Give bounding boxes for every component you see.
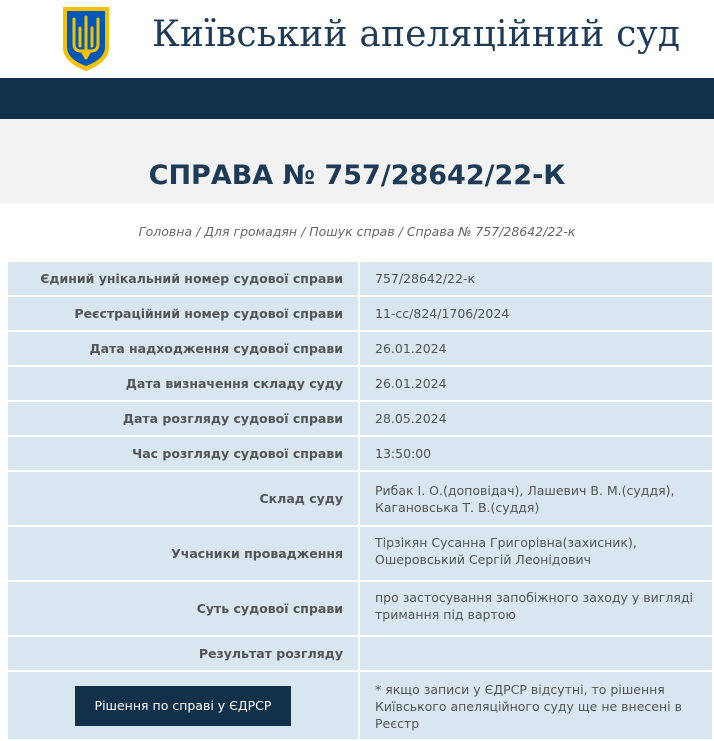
table-row bbox=[8, 332, 712, 367]
row-label: Склад суду bbox=[8, 472, 360, 525]
row-value-line: тримання під вартою bbox=[375, 607, 516, 622]
row-value bbox=[360, 472, 712, 525]
row-value-line: Тірзікян Сусанна Григорівна(захисник), bbox=[375, 535, 637, 550]
row-value-line: про застосування запобіжного заходу у вигляді bbox=[375, 590, 693, 605]
table-row bbox=[8, 472, 712, 527]
button-cell bbox=[8, 672, 360, 739]
row-label: Результат розгляду bbox=[8, 637, 360, 670]
row-value-line: Кагановська Т. В.(суддя) bbox=[375, 499, 540, 515]
row-value-line: Рибак І. О.(доповідач), Лашевич В. М.(суддя), bbox=[375, 482, 675, 498]
table-row bbox=[8, 437, 712, 472]
table-row bbox=[8, 367, 712, 402]
row-label: Єдиний унікальний номер судової справи bbox=[8, 262, 360, 295]
main-navbar bbox=[0, 78, 714, 119]
table-row bbox=[8, 402, 712, 437]
row-label: Дата надходження судової справи bbox=[8, 332, 360, 365]
row-label: Суть судової справи bbox=[8, 582, 360, 635]
table-row bbox=[8, 672, 712, 739]
row-value: 28.05.2024 bbox=[375, 411, 447, 426]
table-row bbox=[8, 297, 712, 332]
row-label: Дата визначення складу суду bbox=[8, 367, 360, 400]
table-row bbox=[8, 637, 712, 672]
table-row bbox=[8, 262, 712, 297]
row-value: 757/28642/22-к bbox=[375, 271, 476, 286]
row-value-line: Ошеровський Сергій Леонідович bbox=[375, 552, 591, 567]
site-title[interactable]: Київський апеляційний суд bbox=[152, 14, 681, 55]
table-row bbox=[8, 527, 712, 582]
row-value: 11-сс/824/1706/2024 bbox=[375, 306, 510, 321]
edrs-note bbox=[360, 672, 712, 739]
row-value bbox=[360, 582, 712, 635]
row-value bbox=[360, 637, 712, 670]
breadcrumb: Головна / Для громадян / Пошук справ / Справа № 757/28642/22-к bbox=[138, 224, 576, 239]
row-label: Час розгляду судової справи bbox=[8, 437, 360, 470]
row-label: Учасники провадження bbox=[8, 527, 360, 580]
case-details-table bbox=[8, 262, 712, 739]
table-row bbox=[8, 582, 712, 637]
trident-coat-of-arms-icon[interactable] bbox=[60, 4, 112, 74]
row-value: 26.01.2024 bbox=[375, 376, 447, 391]
page-title: СПРАВА № 757/28642/22-К bbox=[148, 160, 566, 191]
site-header bbox=[0, 0, 714, 78]
edrs-note-line: Реєстр bbox=[375, 716, 420, 731]
edrs-note-line: * якщо записи у ЄДРСР відсутні, то рішення bbox=[375, 682, 665, 697]
row-value: 13:50:00 bbox=[375, 446, 432, 461]
row-value: 26.01.2024 bbox=[375, 341, 447, 356]
row-value bbox=[360, 527, 712, 580]
edrs-note-line: Київського апеляційного суду ще не внесені в bbox=[375, 699, 682, 714]
row-label: Дата розгляду судової справи bbox=[8, 402, 360, 435]
row-label: Реєстраційний номер судової справи bbox=[8, 297, 360, 330]
edrs-decision-button[interactable]: Рішення по справі у ЄДРСР bbox=[75, 686, 291, 726]
